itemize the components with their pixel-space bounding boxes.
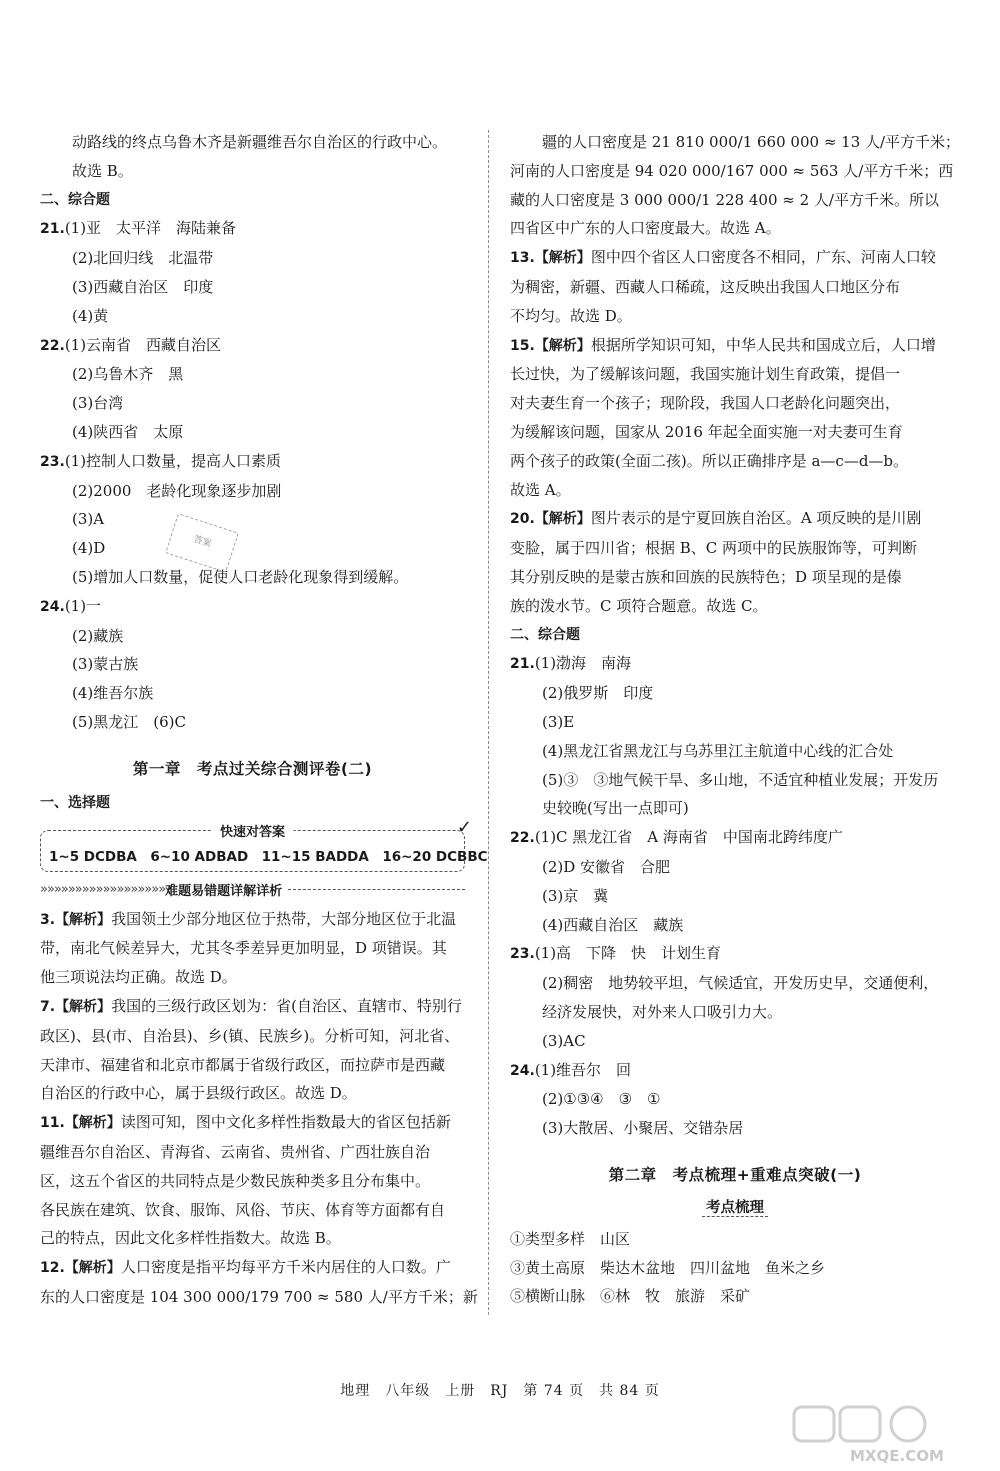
- answer-line: 经济发展快，对外来人口吸引力大。: [542, 1002, 783, 1021]
- explanation-text: 他三项说法均正确。故选 D。: [40, 968, 237, 987]
- section-heading: 二、综合题: [510, 626, 580, 643]
- answer-line: (4)D: [72, 539, 106, 558]
- answer-line: (1)渤海 南海: [534, 654, 632, 673]
- answer-line: (1)亚 太平洋 海陆兼备: [64, 219, 237, 238]
- answer-line: (2)北回归线 北温带: [72, 249, 214, 268]
- explanation-text: 我国领土少部分地区位于热带，大部分地区位于北温: [111, 909, 457, 928]
- answer-line: (4)陕西省 太原: [72, 422, 184, 441]
- explanation-text: 长过快，为了缓解该问题，我国实施计划生育政策，提倡一: [510, 365, 901, 384]
- question-24: [40, 592, 465, 737]
- explanation-text: 我国的三级行政区划为：省(自治区、直辖市、特别行: [111, 996, 462, 1015]
- explanation-20: [510, 504, 960, 620]
- question-21-right: [510, 649, 960, 823]
- stamp-text: 答案: [192, 534, 213, 550]
- detail-banner-title: 难题易错题详解详析: [165, 883, 283, 899]
- answer-line: (1)控制人口数量，提高人口素质: [64, 451, 282, 470]
- explanation-text: 己的特点，因此文化多样性指数大。故选 B。: [40, 1229, 341, 1248]
- answer-line: (4)维吾尔族: [72, 684, 154, 703]
- answer-line: (2)①③④ ③ ①: [542, 1090, 661, 1109]
- answer-line: (4)黄: [72, 306, 109, 325]
- text-line: 四省区中广东的人口密度最大。故选 A。: [510, 219, 781, 238]
- answer-line: (3)京 冀: [542, 886, 609, 905]
- chapter-title: 第二章 考点梳理+重难点突破(一): [608, 1165, 862, 1184]
- analysis-tag: 【解析】: [64, 1260, 121, 1277]
- analysis-tag: 【解析】: [55, 911, 112, 928]
- answer-line: (3)西藏自治区 印度: [72, 277, 214, 296]
- question-number: 13.: [510, 250, 535, 267]
- answer-line: (1)云南省 西藏自治区: [64, 335, 222, 354]
- answer-line: 史较晚(写出一点即可): [542, 799, 689, 818]
- answer-line: (3)AC: [542, 1031, 586, 1050]
- answer-line: (2)2000 老龄化现象逐步加剧: [72, 481, 282, 500]
- text-line: 动路线的终点乌鲁木齐是新疆维吾尔自治区的行政中心。: [72, 133, 448, 151]
- question-number: 3.: [40, 911, 56, 928]
- answer-line: (2)藏族: [72, 626, 124, 645]
- kaodian-line: ⑤横断山脉 ⑥林 牧 旅游 采矿: [510, 1287, 751, 1306]
- explanation-text: 天津市、福建省和北京市都属于省级行政区，而拉萨市是西藏: [40, 1055, 446, 1074]
- explanation-text: 根据所学知识可知，中华人民共和国成立后，人口增: [590, 335, 936, 354]
- explanation-text: 自治区的行政中心，属于县级行政区。故选 D。: [40, 1084, 357, 1103]
- answer-line: (2)稠密 地势较平坦，气候适宜，开发历史早，交通便利，: [542, 974, 939, 993]
- explanation-text: 图片表示的是宁夏回族自治区。A 项反映的是川剧: [590, 509, 922, 528]
- question-22: [40, 331, 465, 447]
- question-number: 7.: [40, 998, 56, 1015]
- question-21: [40, 214, 465, 330]
- explanation-text: 其分别反映的是蒙古族和回族的民族特色；D 项呈现的是傣: [510, 567, 902, 586]
- answer-line: (5)③ ③地气候干旱、多山地，不适宜种植业发展；开发历: [542, 770, 939, 789]
- explanation-13: [510, 243, 960, 330]
- explanation-text: 人口密度是指平均每平方千米内居住的人口数。广: [120, 1258, 451, 1277]
- explanation-12: [40, 1253, 478, 1312]
- question-number: 22.: [510, 830, 535, 847]
- question-22-right: [510, 823, 960, 939]
- explanation-text: 对夫妻生育一个孩子；现阶段，我国人口老龄化问题突出，: [510, 394, 901, 413]
- kaodian-title: 考点梳理: [702, 1200, 768, 1217]
- question-number: 20.: [510, 511, 535, 528]
- explanation-3: [40, 905, 465, 992]
- column-divider: [488, 130, 489, 1315]
- answer-line: (3)蒙古族: [72, 655, 139, 674]
- question-number: 23.: [510, 946, 535, 963]
- explanation-text: 变脸，属于四川省；根据 B、C 两项中的民族服饰等，可判断: [510, 539, 918, 558]
- explanation-text: 族的泼水节。C 项符合题意。故选 C。: [510, 596, 768, 615]
- section-heading: 一、选择题: [40, 794, 110, 811]
- text-line: 疆的人口密度是 21 810 000/1 660 000 ≈ 13 人/平方千米；: [542, 133, 961, 151]
- answer-line: (3)E: [542, 712, 575, 731]
- question-number: 24.: [40, 598, 65, 615]
- text-line: 藏的人口密度是 3 000 000/1 228 400 ≈ 2 人/平方千米。所以: [510, 190, 939, 209]
- question-number: 21.: [40, 221, 65, 238]
- explanation-text: 疆维吾尔自治区、青海省、云南省、贵州省、广西壮族自治: [40, 1142, 431, 1161]
- watermark-text: MXQE.COM: [850, 1447, 944, 1465]
- explanation-15: [510, 331, 960, 505]
- explanation-text: 为缓解该问题，国家从 2016 年起全面实施一对夫妻可生育: [510, 422, 903, 441]
- question-24-right: [510, 1056, 960, 1143]
- explanation-11: [40, 1108, 465, 1253]
- quick-answer-box: [40, 816, 488, 872]
- analysis-tag: 【解析】: [64, 1115, 121, 1132]
- question-23-right: [510, 939, 960, 1055]
- answer-line: (3)台湾: [72, 394, 124, 413]
- explanation-text: 政区)、县(市、自治县)、乡(镇、民族乡)。分析可知，河北省、: [40, 1026, 460, 1045]
- explanation-7: [40, 992, 465, 1108]
- left-column: [40, 128, 488, 1312]
- checkmark-icon: ✓: [456, 816, 472, 838]
- detail-banner: [40, 880, 465, 899]
- explanation-text: 带，南北气候差异大，尤其冬季差异更加明显，D 项错误。其: [40, 939, 447, 958]
- answer-line: (2)俄罗斯 印度: [542, 684, 654, 703]
- explanation-text: 区，这五个省区的共同特点是少数民族种类多且分布集中。: [40, 1171, 431, 1190]
- explanation-text: 为稠密，新疆、西藏人口稀疏，这反映出我国人口地区分布: [510, 277, 901, 296]
- answer-line: (1)高 下降 快 计划生育: [534, 944, 722, 963]
- question-23: [40, 447, 465, 592]
- question-number: 11.: [40, 1115, 65, 1132]
- analysis-tag: 【解析】: [534, 337, 591, 354]
- quick-answer-text: 1~5 DCDBA 6~10 ADBAD 11~15 BADDA 16~20 DCBBC: [49, 848, 488, 865]
- answer-line: (3)A: [72, 510, 105, 529]
- kaodian-line: ①类型多样 山区: [510, 1229, 631, 1248]
- question-number: 15.: [510, 337, 535, 354]
- answer-line: (2)乌鲁木齐 黑: [72, 365, 184, 384]
- right-column: [510, 128, 960, 1311]
- dashed-rule: [288, 889, 465, 890]
- answer-line: (3)大散居、小聚居、交错杂居: [542, 1119, 744, 1138]
- answer-line: (1)维吾尔 回: [534, 1060, 632, 1079]
- section-heading: 二、综合题: [40, 191, 110, 208]
- question-number: 22.: [40, 337, 65, 354]
- kaodian-line: ③黄土高原 柴达木盆地 四川盆地 鱼米之乡: [510, 1258, 826, 1277]
- explanation-text: 两个孩子的政策(全面二孩)。所以正确排序是 a—c—d—b。: [510, 451, 909, 470]
- explanation-text: 不均匀。故选 D。: [510, 306, 632, 325]
- answer-line: (4)西藏自治区 藏族: [542, 915, 684, 934]
- watermark-svg: [790, 1405, 980, 1465]
- explanation-text: 读图可知，图中文化多样性指数最大的省区包括新: [120, 1113, 451, 1132]
- text-line: 故选 B。: [72, 161, 133, 180]
- chapter-title: 第一章 考点过关综合测评卷(二): [132, 759, 373, 778]
- explanation-text: 各民族在建筑、饮食、服饰、风俗、节庆、体育等方面都有自: [40, 1200, 446, 1219]
- analysis-tag: 【解析】: [534, 250, 591, 267]
- answer-line: (1)一: [64, 596, 102, 615]
- text-line: 河南的人口密度是 94 020 000/167 000 ≈ 563 人/平方千米；西: [510, 161, 954, 180]
- question-number: 23.: [40, 453, 65, 470]
- watermark-logo: [790, 1405, 980, 1465]
- question-number: 12.: [40, 1260, 65, 1277]
- explanation-text: 故选 A。: [510, 480, 571, 499]
- question-number: 24.: [510, 1062, 535, 1079]
- explanation-text: 图中四个省区人口密度各不相同，广东、河南人口较: [590, 248, 936, 267]
- page-footer: 地理 八年级 上册 RJ 第 74 页 共 84 页: [340, 1383, 660, 1399]
- answer-line: (5)黑龙江 (6)C: [72, 712, 186, 731]
- answer-line: (1)C 黑龙江省 A 海南省 中国南北跨纬度广: [534, 828, 843, 847]
- kaodian-heading: [510, 1195, 960, 1221]
- answer-line: (4)黑龙江省黑龙江与乌苏里江主航道中心线的汇合处: [542, 741, 894, 760]
- answer-line: (5)增加人口数量，促使人口老龄化现象得到缓解。: [72, 567, 409, 586]
- explanation-text: 东的人口密度是 104 300 000/179 700 ≈ 580 人/平方千米；新: [40, 1287, 478, 1306]
- question-number: 21.: [510, 656, 535, 673]
- analysis-tag: 【解析】: [55, 998, 112, 1015]
- answer-line: (2)D 安徽省 合肥: [542, 857, 671, 876]
- quick-answer-title: 快速对答案: [212, 821, 293, 840]
- double-arrow-icon: »»»»»»»»»»»»»»»»»»: [40, 881, 166, 897]
- analysis-tag: 【解析】: [534, 511, 591, 528]
